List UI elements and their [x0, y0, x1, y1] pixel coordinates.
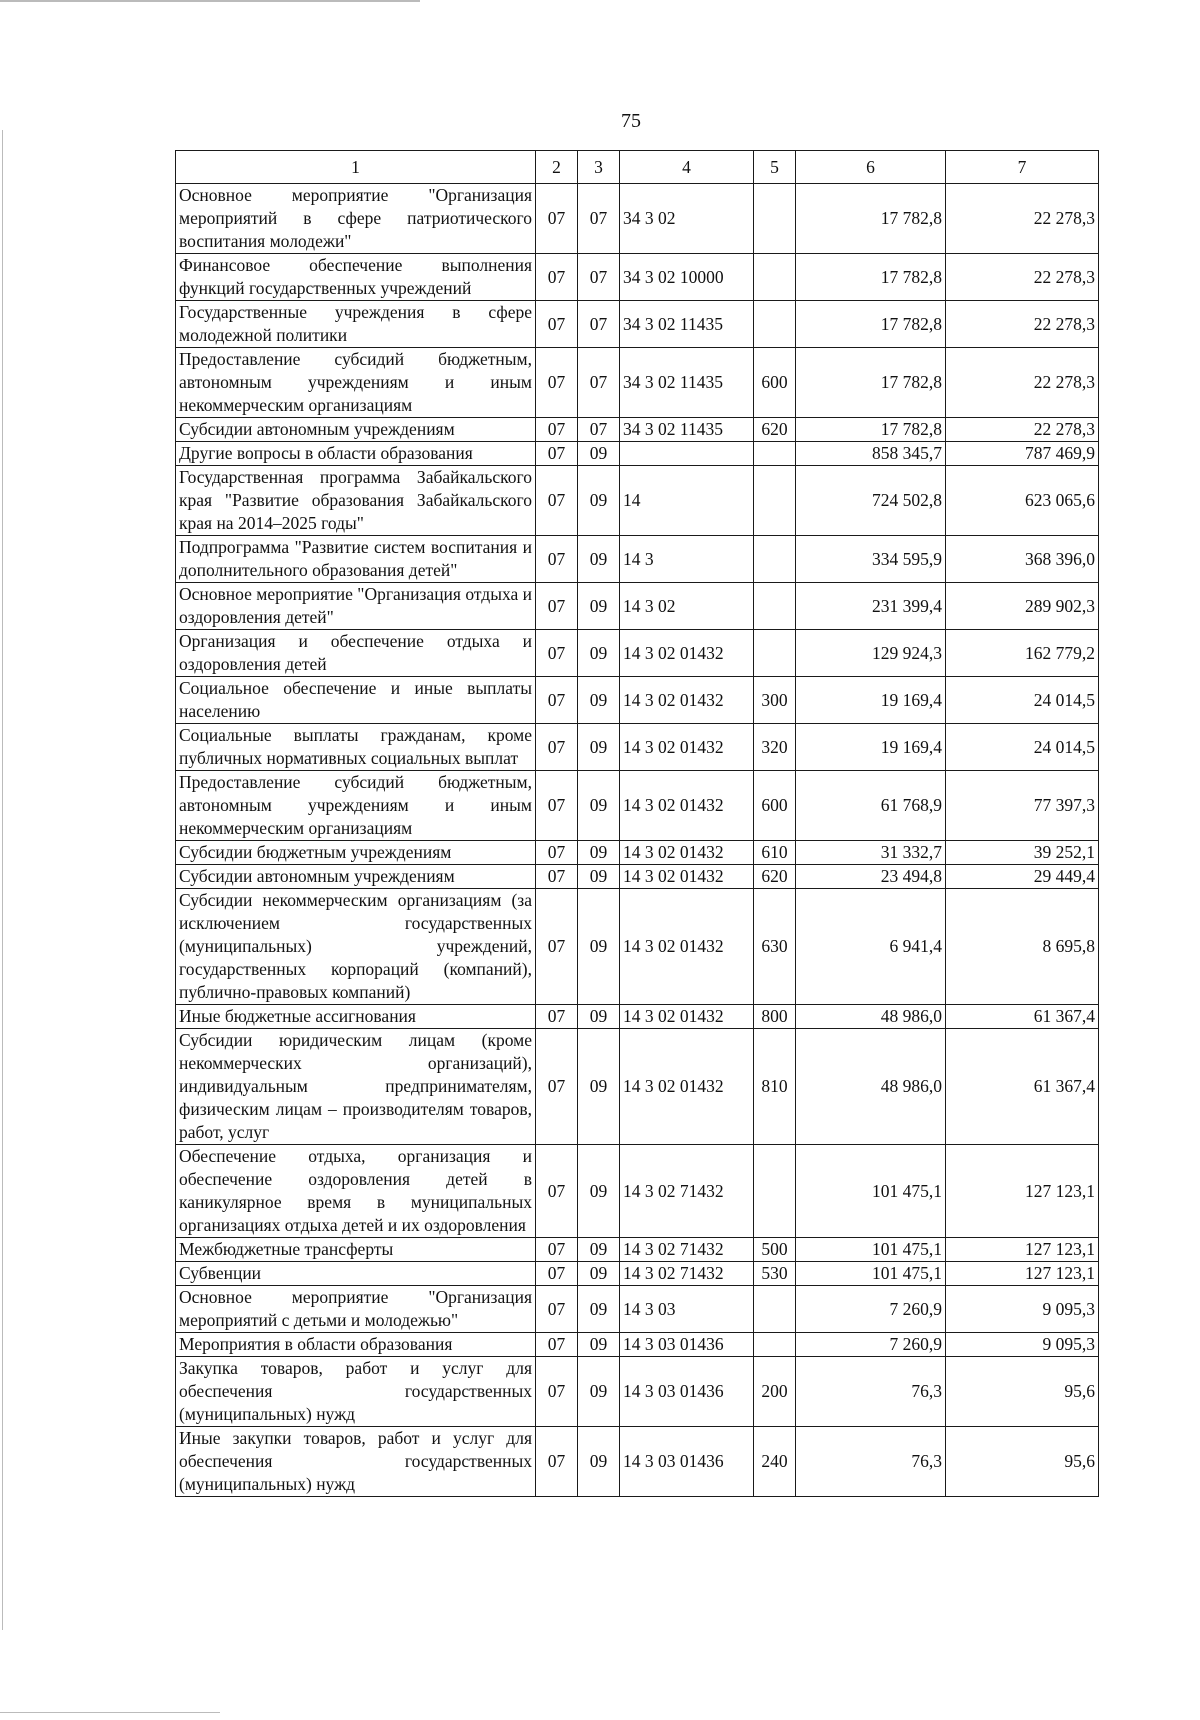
row-name-cell: Закупка товаров, работ и услуг для обеспечения государственных (муниципальных) нужд: [176, 1357, 536, 1427]
table-row: [176, 348, 1099, 418]
section-code-cell: 07: [536, 724, 578, 771]
amount-year1-cell: 17 782,8: [796, 418, 946, 442]
amount-year2-cell: 29 449,4: [946, 865, 1099, 889]
amount-year1-cell: 31 332,7: [796, 841, 946, 865]
target-article-cell: [620, 442, 754, 466]
amount-year2-cell: 22 278,3: [946, 254, 1099, 301]
expense-type-cell: 810: [754, 1029, 796, 1145]
subsection-code-cell: 07: [578, 418, 620, 442]
row-name-cell: Государственные учреждения в сфере молодежной политики: [176, 301, 536, 348]
target-article-cell: 14 3 03 01436: [620, 1357, 754, 1427]
section-code-cell: 07: [536, 442, 578, 466]
section-code-cell: 07: [536, 418, 578, 442]
target-article-cell: 14 3 02 01432: [620, 724, 754, 771]
target-article-cell: 14 3 02 01432: [620, 1029, 754, 1145]
amount-year2-cell: 8 695,8: [946, 889, 1099, 1005]
expense-type-cell: 630: [754, 889, 796, 1005]
section-code-cell: 07: [536, 466, 578, 536]
row-name-cell: Социальные выплаты гражданам, кроме публичных нормативных социальных выплат: [176, 724, 536, 771]
subsection-code-cell: 09: [578, 889, 620, 1005]
target-article-cell: 14 3 02 71432: [620, 1238, 754, 1262]
table-row: [176, 724, 1099, 771]
target-article-cell: 14 3 02 01432: [620, 865, 754, 889]
target-article-cell: 34 3 02 11435: [620, 418, 754, 442]
subsection-code-cell: 09: [578, 1005, 620, 1029]
expense-type-cell: 300: [754, 677, 796, 724]
section-code-cell: 07: [536, 1357, 578, 1427]
amount-year2-cell: 127 123,1: [946, 1238, 1099, 1262]
target-article-cell: 14 3 02 01432: [620, 677, 754, 724]
amount-year2-cell: 22 278,3: [946, 348, 1099, 418]
table-row: [176, 184, 1099, 254]
target-article-cell: 14 3 02: [620, 583, 754, 630]
target-article-cell: 14 3 02 01432: [620, 771, 754, 841]
table-row: [176, 1005, 1099, 1029]
table-row: [176, 1357, 1099, 1427]
amount-year2-cell: 95,6: [946, 1427, 1099, 1497]
table-row: [176, 1333, 1099, 1357]
section-code-cell: 07: [536, 1286, 578, 1333]
expense-type-cell: [754, 536, 796, 583]
table-row: [176, 1427, 1099, 1497]
expense-type-cell: 600: [754, 771, 796, 841]
target-article-cell: 34 3 02 10000: [620, 254, 754, 301]
table-row: [176, 889, 1099, 1005]
subsection-code-cell: 09: [578, 1145, 620, 1238]
expense-type-cell: [754, 442, 796, 466]
table-row: [176, 771, 1099, 841]
subsection-code-cell: 09: [578, 841, 620, 865]
section-code-cell: 07: [536, 771, 578, 841]
expense-type-cell: [754, 466, 796, 536]
expense-type-cell: [754, 1333, 796, 1357]
table-row: [176, 841, 1099, 865]
expense-type-cell: [754, 630, 796, 677]
amount-year2-cell: 787 469,9: [946, 442, 1099, 466]
row-name-cell: Финансовое обеспечение выполнения функций государственных учреждений: [176, 254, 536, 301]
target-article-cell: 14 3 02 01432: [620, 630, 754, 677]
amount-year1-cell: 101 475,1: [796, 1145, 946, 1238]
target-article-cell: 14 3 02 01432: [620, 1005, 754, 1029]
section-code-cell: 07: [536, 841, 578, 865]
row-name-cell: Субвенции: [176, 1262, 536, 1286]
row-name-cell: Подпрограмма "Развитие систем воспитания и дополнительного образования детей": [176, 536, 536, 583]
expense-type-cell: [754, 301, 796, 348]
subsection-code-cell: 09: [578, 677, 620, 724]
row-name-cell: Государственная программа Забайкальского края "Развитие образования Забайкальского края на 2014–2025 годы": [176, 466, 536, 536]
subsection-code-cell: 09: [578, 771, 620, 841]
subsection-code-cell: 09: [578, 1357, 620, 1427]
subsection-code-cell: 07: [578, 184, 620, 254]
subsection-code-cell: 09: [578, 1427, 620, 1497]
scan-edge-left: [2, 130, 3, 1630]
row-name-cell: Предоставление субсидий бюджетным, автономным учреждениям и иным некоммерческим организациям: [176, 771, 536, 841]
section-code-cell: 07: [536, 1238, 578, 1262]
amount-year1-cell: 23 494,8: [796, 865, 946, 889]
amount-year2-cell: 289 902,3: [946, 583, 1099, 630]
column-header: 7: [946, 151, 1099, 184]
amount-year1-cell: 48 986,0: [796, 1005, 946, 1029]
section-code-cell: 07: [536, 865, 578, 889]
target-article-cell: 14 3 03 01436: [620, 1333, 754, 1357]
row-name-cell: Субсидии юридическим лицам (кроме некоммерческих организаций), индивидуальным предпринимателям, физическим лицам – производителям товаров, работ, услуг: [176, 1029, 536, 1145]
section-code-cell: 07: [536, 889, 578, 1005]
subsection-code-cell: 09: [578, 536, 620, 583]
amount-year2-cell: 77 397,3: [946, 771, 1099, 841]
expense-type-cell: [754, 254, 796, 301]
column-header: 3: [578, 151, 620, 184]
table-row: [176, 536, 1099, 583]
target-article-cell: 14 3 03 01436: [620, 1427, 754, 1497]
table-row: [176, 1145, 1099, 1238]
scan-edge-bottom: [0, 1712, 220, 1713]
amount-year1-cell: 48 986,0: [796, 1029, 946, 1145]
expense-type-cell: 320: [754, 724, 796, 771]
amount-year2-cell: 127 123,1: [946, 1145, 1099, 1238]
amount-year1-cell: 6 941,4: [796, 889, 946, 1005]
amount-year1-cell: 76,3: [796, 1427, 946, 1497]
expense-type-cell: 500: [754, 1238, 796, 1262]
subsection-code-cell: 09: [578, 583, 620, 630]
table-row: [176, 1238, 1099, 1262]
row-name-cell: Субсидии бюджетным учреждениям: [176, 841, 536, 865]
table-row: [176, 1262, 1099, 1286]
amount-year1-cell: 724 502,8: [796, 466, 946, 536]
row-name-cell: Предоставление субсидий бюджетным, автономным учреждениям и иным некоммерческим организациям: [176, 348, 536, 418]
amount-year2-cell: 95,6: [946, 1357, 1099, 1427]
section-code-cell: 07: [536, 1427, 578, 1497]
subsection-code-cell: 09: [578, 1286, 620, 1333]
amount-year1-cell: 19 169,4: [796, 677, 946, 724]
section-code-cell: 07: [536, 630, 578, 677]
expense-type-cell: 600: [754, 348, 796, 418]
subsection-code-cell: 09: [578, 442, 620, 466]
table-row: [176, 254, 1099, 301]
table-row: [176, 677, 1099, 724]
amount-year2-cell: 61 367,4: [946, 1005, 1099, 1029]
section-code-cell: 07: [536, 1029, 578, 1145]
amount-year2-cell: 9 095,3: [946, 1333, 1099, 1357]
subsection-code-cell: 09: [578, 630, 620, 677]
amount-year1-cell: 17 782,8: [796, 301, 946, 348]
row-name-cell: Организация и обеспечение отдыха и оздоровления детей: [176, 630, 536, 677]
amount-year1-cell: 17 782,8: [796, 184, 946, 254]
amount-year2-cell: 22 278,3: [946, 184, 1099, 254]
amount-year1-cell: 76,3: [796, 1357, 946, 1427]
subsection-code-cell: 07: [578, 301, 620, 348]
subsection-code-cell: 09: [578, 1333, 620, 1357]
target-article-cell: 14 3 02 71432: [620, 1262, 754, 1286]
expense-type-cell: [754, 184, 796, 254]
amount-year2-cell: 24 014,5: [946, 677, 1099, 724]
row-name-cell: Основное мероприятие "Организация мероприятий с детьми и молодежью": [176, 1286, 536, 1333]
amount-year2-cell: 127 123,1: [946, 1262, 1099, 1286]
table-row: [176, 630, 1099, 677]
expense-type-cell: 240: [754, 1427, 796, 1497]
target-article-cell: 14 3 02 01432: [620, 889, 754, 1005]
section-code-cell: 07: [536, 1333, 578, 1357]
target-article-cell: 34 3 02 11435: [620, 348, 754, 418]
table-row: [176, 583, 1099, 630]
amount-year2-cell: 623 065,6: [946, 466, 1099, 536]
amount-year2-cell: 9 095,3: [946, 1286, 1099, 1333]
table-row: [176, 1286, 1099, 1333]
budget-table: [175, 150, 1099, 1497]
row-name-cell: Основное мероприятие "Организация отдыха и оздоровления детей": [176, 583, 536, 630]
table-body: [176, 184, 1099, 1497]
subsection-code-cell: 07: [578, 348, 620, 418]
amount-year2-cell: 61 367,4: [946, 1029, 1099, 1145]
amount-year1-cell: 19 169,4: [796, 724, 946, 771]
target-article-cell: 14 3 02 01432: [620, 841, 754, 865]
amount-year1-cell: 129 924,3: [796, 630, 946, 677]
section-code-cell: 07: [536, 348, 578, 418]
subsection-code-cell: 09: [578, 1029, 620, 1145]
amount-year2-cell: 22 278,3: [946, 418, 1099, 442]
section-code-cell: 07: [536, 1262, 578, 1286]
amount-year1-cell: 17 782,8: [796, 254, 946, 301]
subsection-code-cell: 09: [578, 865, 620, 889]
column-header: 2: [536, 151, 578, 184]
row-name-cell: Иные закупки товаров, работ и услуг для обеспечения государственных (муниципальных) нужд: [176, 1427, 536, 1497]
amount-year1-cell: 334 595,9: [796, 536, 946, 583]
page-number: 75: [621, 110, 641, 132]
column-header: 1: [176, 151, 536, 184]
row-name-cell: Межбюджетные трансферты: [176, 1238, 536, 1262]
section-code-cell: 07: [536, 184, 578, 254]
column-header: 4: [620, 151, 754, 184]
row-name-cell: Обеспечение отдыха, организация и обеспечение оздоровления детей в каникулярное время в муниципальных организациях отдыха детей и их оздоровления: [176, 1145, 536, 1238]
section-code-cell: 07: [536, 301, 578, 348]
amount-year1-cell: 101 475,1: [796, 1262, 946, 1286]
amount-year1-cell: 61 768,9: [796, 771, 946, 841]
section-code-cell: 07: [536, 1145, 578, 1238]
amount-year1-cell: 101 475,1: [796, 1238, 946, 1262]
expense-type-cell: 620: [754, 418, 796, 442]
table-row: [176, 418, 1099, 442]
subsection-code-cell: 07: [578, 254, 620, 301]
target-article-cell: 14: [620, 466, 754, 536]
target-article-cell: 34 3 02 11435: [620, 301, 754, 348]
table-row: [176, 466, 1099, 536]
amount-year2-cell: 39 252,1: [946, 841, 1099, 865]
row-name-cell: Иные бюджетные ассигнования: [176, 1005, 536, 1029]
row-name-cell: Основное мероприятие "Организация мероприятий в сфере патриотического воспитания молодежи": [176, 184, 536, 254]
row-name-cell: Субсидии автономным учреждениям: [176, 865, 536, 889]
row-name-cell: Мероприятия в области образования: [176, 1333, 536, 1357]
section-code-cell: 07: [536, 1005, 578, 1029]
amount-year2-cell: 24 014,5: [946, 724, 1099, 771]
section-code-cell: 07: [536, 583, 578, 630]
target-article-cell: 34 3 02: [620, 184, 754, 254]
row-name-cell: Социальное обеспечение и иные выплаты населению: [176, 677, 536, 724]
table-row: [176, 1029, 1099, 1145]
subsection-code-cell: 09: [578, 1238, 620, 1262]
table-row: [176, 865, 1099, 889]
section-code-cell: 07: [536, 677, 578, 724]
amount-year1-cell: 17 782,8: [796, 348, 946, 418]
scan-edge-top: [0, 0, 420, 2]
table-header-row: [176, 151, 1099, 184]
expense-type-cell: 200: [754, 1357, 796, 1427]
target-article-cell: 14 3 02 71432: [620, 1145, 754, 1238]
section-code-cell: 07: [536, 254, 578, 301]
expense-type-cell: [754, 583, 796, 630]
amount-year2-cell: 22 278,3: [946, 301, 1099, 348]
amount-year2-cell: 368 396,0: [946, 536, 1099, 583]
expense-type-cell: [754, 1145, 796, 1238]
column-header: 6: [796, 151, 946, 184]
amount-year1-cell: 7 260,9: [796, 1286, 946, 1333]
amount-year1-cell: 231 399,4: [796, 583, 946, 630]
row-name-cell: Субсидии некоммерческим организациям (за исключением государственных (муниципальных) учреждений, государственных корпораций (компаний), публично-правовых компаний): [176, 889, 536, 1005]
column-header: 5: [754, 151, 796, 184]
target-article-cell: 14 3 03: [620, 1286, 754, 1333]
amount-year2-cell: 162 779,2: [946, 630, 1099, 677]
subsection-code-cell: 09: [578, 1262, 620, 1286]
target-article-cell: 14 3: [620, 536, 754, 583]
table-row: [176, 301, 1099, 348]
table-row: [176, 442, 1099, 466]
subsection-code-cell: 09: [578, 466, 620, 536]
section-code-cell: 07: [536, 536, 578, 583]
expense-type-cell: 620: [754, 865, 796, 889]
expense-type-cell: 610: [754, 841, 796, 865]
row-name-cell: Другие вопросы в области образования: [176, 442, 536, 466]
expense-type-cell: 800: [754, 1005, 796, 1029]
row-name-cell: Субсидии автономным учреждениям: [176, 418, 536, 442]
amount-year1-cell: 7 260,9: [796, 1333, 946, 1357]
amount-year1-cell: 858 345,7: [796, 442, 946, 466]
expense-type-cell: [754, 1286, 796, 1333]
expense-type-cell: 530: [754, 1262, 796, 1286]
subsection-code-cell: 09: [578, 724, 620, 771]
